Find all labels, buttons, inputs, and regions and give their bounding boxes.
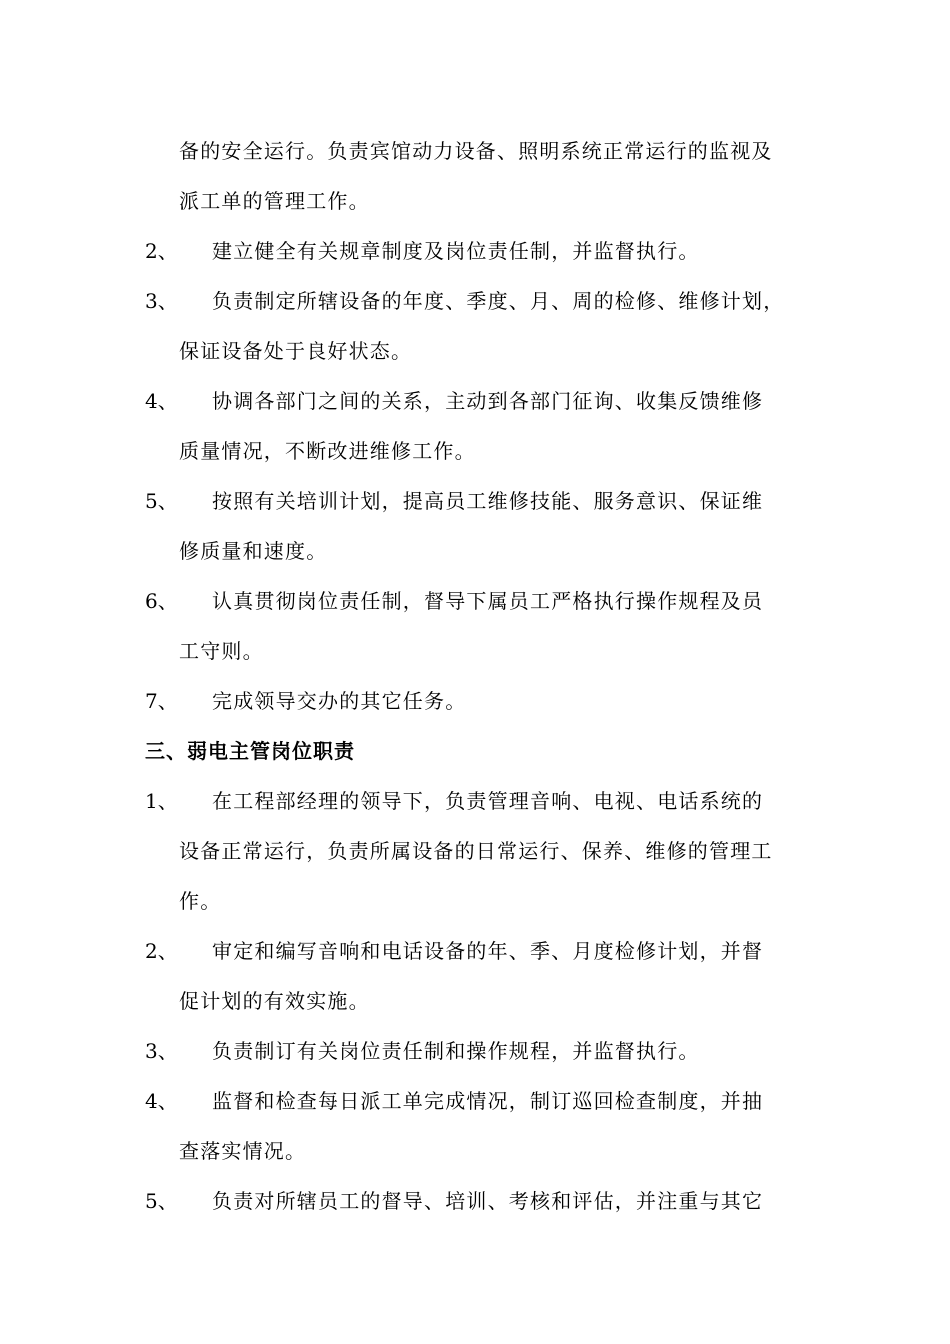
- list-number: 2、: [145, 239, 178, 263]
- list-item-line: 工守则。: [179, 639, 264, 663]
- list-number: 2、: [145, 939, 178, 963]
- list-item-line: 促计划的有效实施。: [179, 989, 370, 1013]
- list-item-line: 在工程部经理的领导下，负责管理音响、电视、电话系统的: [212, 789, 764, 813]
- list-item-line: 质量情况，不断改进维修工作。: [179, 439, 476, 463]
- list-number: 3、: [145, 1039, 178, 1063]
- list-item-line: 认真贯彻岗位责任制，督导下属员工严格执行操作规程及员: [212, 589, 764, 613]
- list-item-line: 协调各部门之间的关系，主动到各部门征询、收集反馈维修: [212, 389, 764, 413]
- section-heading: 三、弱电主管岗位职责: [145, 739, 355, 763]
- list-item-line: 负责制定所辖设备的年度、季度、月、周的检修、维修计划，: [212, 289, 785, 313]
- list-item-line: 保证设备处于良好状态。: [179, 339, 413, 363]
- list-number: 3、: [145, 289, 178, 313]
- list-number: 5、: [145, 489, 178, 513]
- list-item-line: 修质量和速度。: [179, 539, 328, 563]
- list-number: 5、: [145, 1189, 178, 1213]
- paragraph-line: 备的安全运行。负责宾馆动力设备、照明系统正常运行的监视及: [179, 139, 773, 163]
- list-item-line: 建立健全有关规章制度及岗位责任制，并监督执行。: [212, 239, 700, 263]
- paragraph-line: 派工单的管理工作。: [179, 189, 370, 213]
- list-item-line: 完成领导交办的其它任务。: [212, 689, 467, 713]
- list-number: 4、: [145, 1089, 178, 1113]
- list-number: 6、: [145, 589, 178, 613]
- list-item-line: 查落实情况。: [179, 1139, 307, 1163]
- list-item-line: 审定和编写音响和电话设备的年、季、月度检修计划，并督: [212, 939, 764, 963]
- list-item-line: 设备正常运行，负责所属设备的日常运行、保养、维修的管理工: [179, 839, 773, 863]
- list-number: 7、: [145, 689, 178, 713]
- list-item-line: 作。: [179, 889, 222, 913]
- list-item-line: 负责制订有关岗位责任制和操作规程，并监督执行。: [212, 1039, 700, 1063]
- list-item-line: 负责对所辖员工的督导、培训、考核和评估，并注重与其它: [212, 1189, 764, 1213]
- list-item-line: 监督和检查每日派工单完成情况，制订巡回检查制度，并抽: [212, 1089, 764, 1113]
- list-number: 1、: [145, 789, 178, 813]
- list-number: 4、: [145, 389, 178, 413]
- list-item-line: 按照有关培训计划，提高员工维修技能、服务意识、保证维: [212, 489, 764, 513]
